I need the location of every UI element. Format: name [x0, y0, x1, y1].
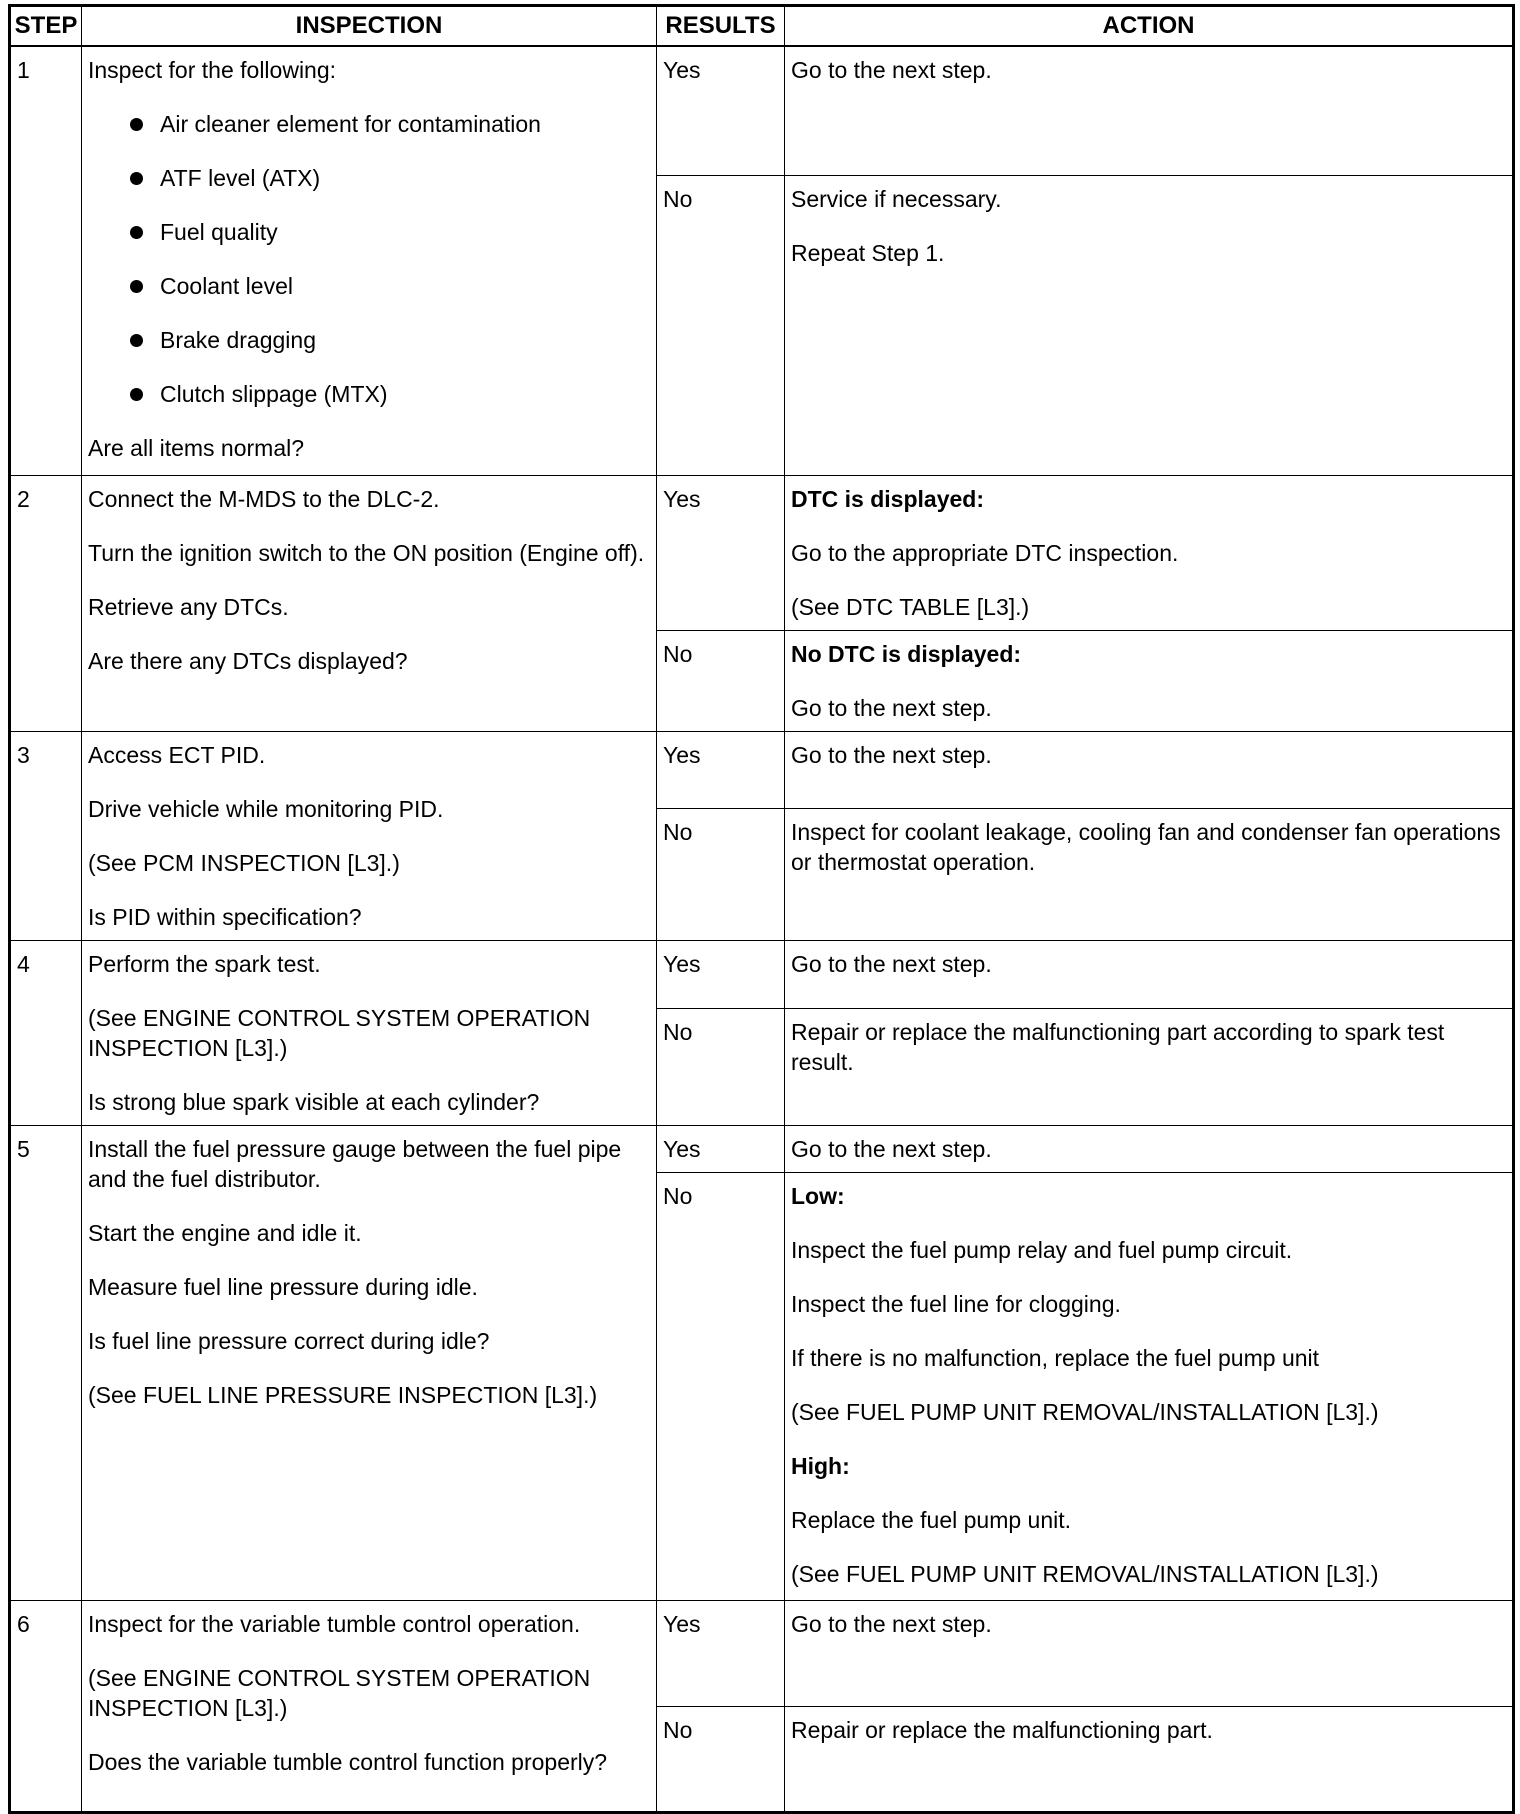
result-yes: Yes: [657, 1600, 785, 1706]
step-1-yes-row: [10, 46, 1514, 175]
step-3-inspection: [82, 731, 657, 940]
checklist-item: Coolant level: [130, 271, 650, 301]
inspection-text: Turn the ignition switch to the ON position (Engine off).: [88, 539, 645, 566]
action-no: [785, 809, 1514, 940]
step-number: 3: [10, 731, 82, 940]
inspection-link: (See FUEL LINE PRESSURE INSPECTION [L3].): [88, 1381, 598, 1408]
result-no: No: [657, 175, 785, 475]
inspection-link: (See PCM INSPECTION [L3].): [88, 849, 400, 876]
action-no: [785, 1172, 1514, 1600]
step-3-yes-row: [10, 731, 1514, 809]
inspection-link: (See ENGINE CONTROL SYSTEM OPERATION INSPECTION [L3].): [88, 1664, 591, 1721]
step-6-yes-row: [10, 1600, 1514, 1706]
action-text: Inspect the fuel pump relay and fuel pump circuit.: [791, 1236, 1293, 1263]
action-no: [785, 630, 1514, 731]
inspection-checklist: [88, 109, 650, 409]
action-text: Service if necessary.: [791, 185, 1002, 212]
action-text: Go to the next step.: [791, 741, 992, 768]
step-5-yes-row: [10, 1125, 1514, 1172]
action-yes: [785, 1125, 1514, 1172]
action-text: Go to the next step.: [791, 950, 992, 977]
action-yes: [785, 1600, 1514, 1706]
inspection-text: Inspect for the following:: [88, 57, 337, 83]
action-heading-high: High:: [791, 1452, 850, 1479]
action-text: Repair or replace the malfunctioning part.: [791, 1716, 1213, 1743]
result-yes: Yes: [657, 475, 785, 630]
result-no: No: [657, 1172, 785, 1600]
inspection-question: Is fuel line pressure correct during idle?: [88, 1327, 490, 1354]
header-action: ACTION: [785, 6, 1514, 47]
result-yes: Yes: [657, 940, 785, 1008]
header-step: STEP: [10, 6, 82, 47]
inspection-text: Inspect for the variable tumble control operation.: [88, 1610, 581, 1637]
result-no: No: [657, 630, 785, 731]
result-no: No: [657, 1008, 785, 1125]
inspection-text: Perform the spark test.: [88, 950, 321, 977]
step-6-inspection: [82, 1600, 657, 1812]
inspection-question: Is PID within specification?: [88, 903, 362, 930]
action-text: Go to the next step.: [791, 1610, 992, 1637]
action-text: If there is no malfunction, replace the fuel pump unit: [791, 1344, 1320, 1371]
inspection-text: Start the engine and idle it.: [88, 1219, 362, 1246]
action-no: [785, 175, 1514, 475]
action-text: Go to the next step.: [791, 57, 992, 83]
inspection-question: Are all items normal?: [88, 435, 305, 461]
inspection-text: Install the fuel pressure gauge between the fuel pipe and the fuel distributor.: [88, 1135, 622, 1192]
action-text: Replace the fuel pump unit.: [791, 1506, 1072, 1533]
action-yes: [785, 46, 1514, 175]
inspection-question: Are there any DTCs displayed?: [88, 647, 408, 674]
checklist-item: Air cleaner element for contamination: [130, 109, 650, 139]
action-text: Repeat Step 1.: [791, 239, 945, 266]
checklist-item: Fuel quality: [130, 217, 650, 247]
checklist-item: ATF level (ATX): [130, 163, 650, 193]
step-5-inspection: [82, 1125, 657, 1600]
action-text: Repair or replace the malfunctioning part according to spark test result.: [791, 1018, 1445, 1075]
step-1-inspection: [82, 46, 657, 475]
header-row: [10, 6, 1514, 47]
action-yes: [785, 475, 1514, 630]
action-text: Go to the next step.: [791, 694, 992, 721]
action-link: (See FUEL PUMP UNIT REMOVAL/INSTALLATION [L3].): [791, 1560, 1379, 1587]
step-number: 2: [10, 475, 82, 731]
step-number: 4: [10, 940, 82, 1125]
result-yes: Yes: [657, 46, 785, 175]
action-link: (See FUEL PUMP UNIT REMOVAL/INSTALLATION [L3].): [791, 1398, 1379, 1425]
inspection-text: Drive vehicle while monitoring PID.: [88, 795, 444, 822]
step-2-inspection: [82, 475, 657, 731]
step-number: 5: [10, 1125, 82, 1600]
action-link: (See DTC TABLE [L3].): [791, 593, 1030, 620]
action-yes: [785, 940, 1514, 1008]
action-yes: [785, 731, 1514, 809]
action-heading-low: Low:: [791, 1182, 845, 1209]
action-heading: DTC is displayed:: [791, 485, 984, 512]
diagnostic-procedure-page: [8, 4, 1512, 1800]
step-4-yes-row: [10, 940, 1514, 1008]
step-4-inspection: [82, 940, 657, 1125]
inspection-question: Does the variable tumble control function properly?: [88, 1748, 608, 1775]
checklist-item: Brake dragging: [130, 325, 650, 355]
action-no: [785, 1706, 1514, 1812]
action-text: Go to the appropriate DTC inspection.: [791, 539, 1179, 566]
inspection-link: (See ENGINE CONTROL SYSTEM OPERATION INSPECTION [L3].): [88, 1004, 591, 1061]
inspection-question: Is strong blue spark visible at each cylinder?: [88, 1088, 540, 1115]
diagnostic-table: [8, 4, 1515, 1814]
inspection-text: Access ECT PID.: [88, 741, 266, 768]
header-results: RESULTS: [657, 6, 785, 47]
step-2-yes-row: [10, 475, 1514, 630]
inspection-text: Measure fuel line pressure during idle.: [88, 1273, 478, 1300]
header-inspection: INSPECTION: [82, 6, 657, 47]
action-no: [785, 1008, 1514, 1125]
step-number: 1: [10, 46, 82, 475]
action-heading: No DTC is displayed:: [791, 640, 1022, 667]
action-text: Go to the next step.: [791, 1135, 992, 1162]
result-yes: Yes: [657, 1125, 785, 1172]
result-no: No: [657, 1706, 785, 1812]
action-text: Inspect the fuel line for clogging.: [791, 1290, 1121, 1317]
action-text: Inspect for coolant leakage, cooling fan and condenser fan operations or thermostat operation.: [791, 819, 1501, 876]
result-no: No: [657, 809, 785, 940]
checklist-item: Clutch slippage (MTX): [130, 379, 650, 409]
inspection-text: Connect the M-MDS to the DLC-2.: [88, 485, 440, 512]
step-number: 6: [10, 1600, 82, 1812]
result-yes: Yes: [657, 731, 785, 809]
inspection-text: Retrieve any DTCs.: [88, 593, 289, 620]
